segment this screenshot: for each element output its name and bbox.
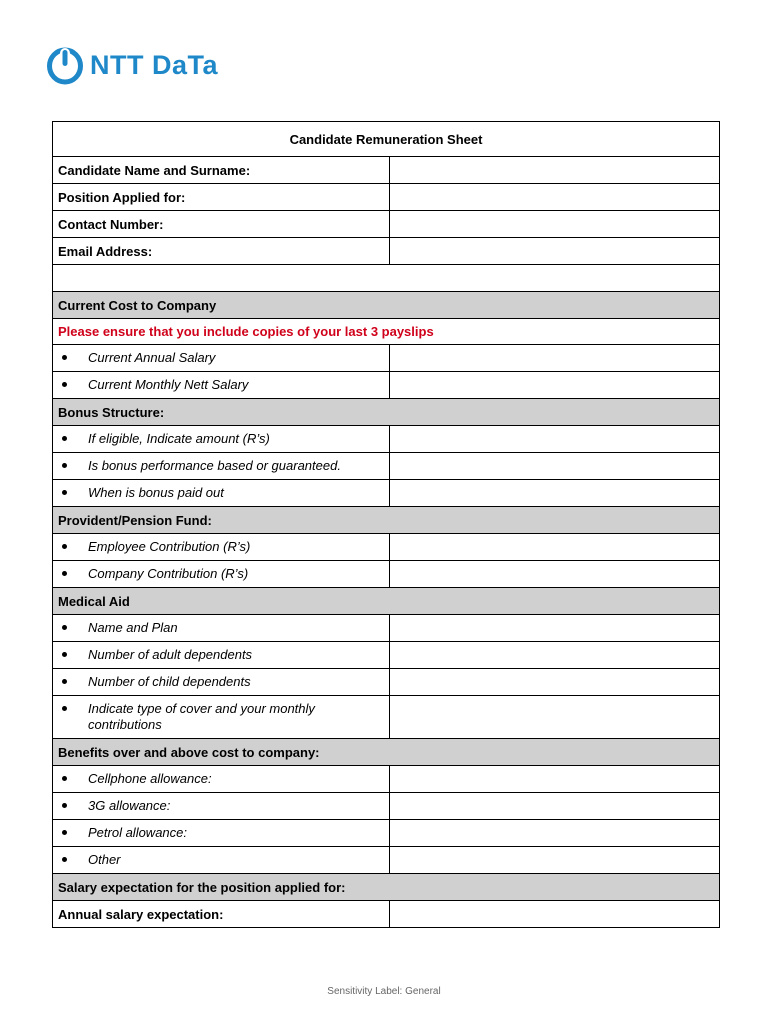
table-row [53, 345, 720, 372]
section-row [53, 399, 720, 426]
item-label-monthly-salary: Current Monthly Nett Salary [88, 377, 249, 392]
brand-logo [46, 44, 218, 86]
section-heading-current: Current Cost to Company [53, 292, 720, 319]
bullet-icon [58, 458, 68, 474]
field-input-petrol[interactable] [390, 820, 720, 847]
table-row [53, 157, 720, 184]
field-label-annual-expectation: Annual salary expectation: [53, 901, 390, 928]
table-row [53, 642, 720, 669]
field-label-contact: Contact Number: [53, 211, 390, 238]
table-row [53, 766, 720, 793]
item-label-adult-dependents: Number of adult dependents [88, 647, 253, 662]
bullet-icon [58, 771, 68, 787]
field-input-bonus-paid[interactable] [390, 480, 720, 507]
item-label-employee-contribution: Employee Contribution (R’s) [88, 539, 251, 554]
item-label-plan: Name and Plan [88, 620, 178, 635]
section-row [53, 507, 720, 534]
section-heading-medical: Medical Aid [53, 588, 720, 615]
field-input-annual-salary[interactable] [390, 345, 720, 372]
bullet-icon [58, 674, 68, 690]
blank-cell [53, 265, 720, 292]
table-row [53, 696, 720, 739]
table-row [53, 372, 720, 399]
field-input-name[interactable] [390, 157, 720, 184]
table-row [53, 453, 720, 480]
section-heading-benefits: Benefits over and above cost to company: [53, 739, 720, 766]
field-input-employee-contribution[interactable] [390, 534, 720, 561]
field-input-cellphone[interactable] [390, 766, 720, 793]
table-row [53, 847, 720, 874]
title-row [53, 122, 720, 157]
field-input-annual-expectation[interactable] [390, 901, 720, 928]
table-row [53, 669, 720, 696]
section-heading-expectation: Salary expectation for the position applied for: [53, 874, 720, 901]
table-row [53, 615, 720, 642]
bullet-icon [58, 852, 68, 868]
section-row [53, 739, 720, 766]
item-label-cellphone: Cellphone allowance: [88, 771, 212, 786]
brand-name: NTT DaTa [90, 49, 219, 80]
bullet-icon [58, 485, 68, 501]
table-row [53, 820, 720, 847]
bullet-icon [58, 825, 68, 841]
field-input-bonus-basis[interactable] [390, 453, 720, 480]
table-row [53, 211, 720, 238]
remuneration-table [52, 121, 720, 928]
table-row [53, 534, 720, 561]
bullet-icon [58, 539, 68, 555]
item-label-petrol: Petrol allowance: [88, 825, 187, 840]
field-input-3g[interactable] [390, 793, 720, 820]
item-label-cover: Indicate type of cover and your monthly contributions [88, 701, 315, 732]
field-input-position[interactable] [390, 184, 720, 211]
table-row [53, 480, 720, 507]
bullet-icon [58, 377, 68, 393]
bullet-icon [58, 431, 68, 447]
bullet-icon [58, 350, 68, 366]
table-row [53, 901, 720, 928]
bullet-icon [58, 798, 68, 814]
bullet-icon [58, 620, 68, 636]
item-label-bonus-basis: Is bonus performance based or guaranteed. [88, 458, 341, 473]
section-row [53, 292, 720, 319]
bullet-icon [58, 647, 68, 663]
section-row [53, 874, 720, 901]
warning-row [53, 319, 720, 345]
field-input-cover[interactable] [390, 696, 720, 739]
sensitivity-label: Sensitivity Label: General [327, 986, 441, 997]
field-input-bonus-amount[interactable] [390, 426, 720, 453]
section-heading-pension: Provident/Pension Fund: [53, 507, 720, 534]
bullet-icon [58, 566, 68, 582]
table-row [53, 238, 720, 265]
field-input-contact[interactable] [390, 211, 720, 238]
item-label-company-contribution: Company Contribution (R’s) [88, 566, 249, 581]
ntt-logo-icon [46, 45, 84, 85]
item-label-child-dependents: Number of child dependents [88, 674, 251, 689]
field-label-email: Email Address: [53, 238, 390, 265]
table-row [53, 184, 720, 211]
item-label-other: Other [88, 852, 121, 867]
section-row [53, 588, 720, 615]
item-label-annual-salary: Current Annual Salary [88, 350, 216, 365]
field-input-email[interactable] [390, 238, 720, 265]
field-label-name: Candidate Name and Surname: [53, 157, 390, 184]
field-label-position: Position Applied for: [53, 184, 390, 211]
item-label-bonus-paid: When is bonus paid out [88, 485, 224, 500]
blank-row [53, 265, 720, 292]
bullet-icon [58, 701, 68, 717]
sheet-title: Candidate Remuneration Sheet [53, 122, 720, 157]
table-row [53, 793, 720, 820]
item-label-3g: 3G allowance: [88, 798, 171, 813]
field-input-child-dependents[interactable] [390, 669, 720, 696]
table-row [53, 561, 720, 588]
payslip-warning: Please ensure that you include copies of your last 3 payslips [53, 319, 720, 345]
field-input-monthly-salary[interactable] [390, 372, 720, 399]
field-input-company-contribution[interactable] [390, 561, 720, 588]
table-row [53, 426, 720, 453]
field-input-adult-dependents[interactable] [390, 642, 720, 669]
field-input-other[interactable] [390, 847, 720, 874]
section-heading-bonus: Bonus Structure: [53, 399, 720, 426]
item-label-bonus-amount: If eligible, Indicate amount (R’s) [88, 431, 270, 446]
field-input-plan[interactable] [390, 615, 720, 642]
